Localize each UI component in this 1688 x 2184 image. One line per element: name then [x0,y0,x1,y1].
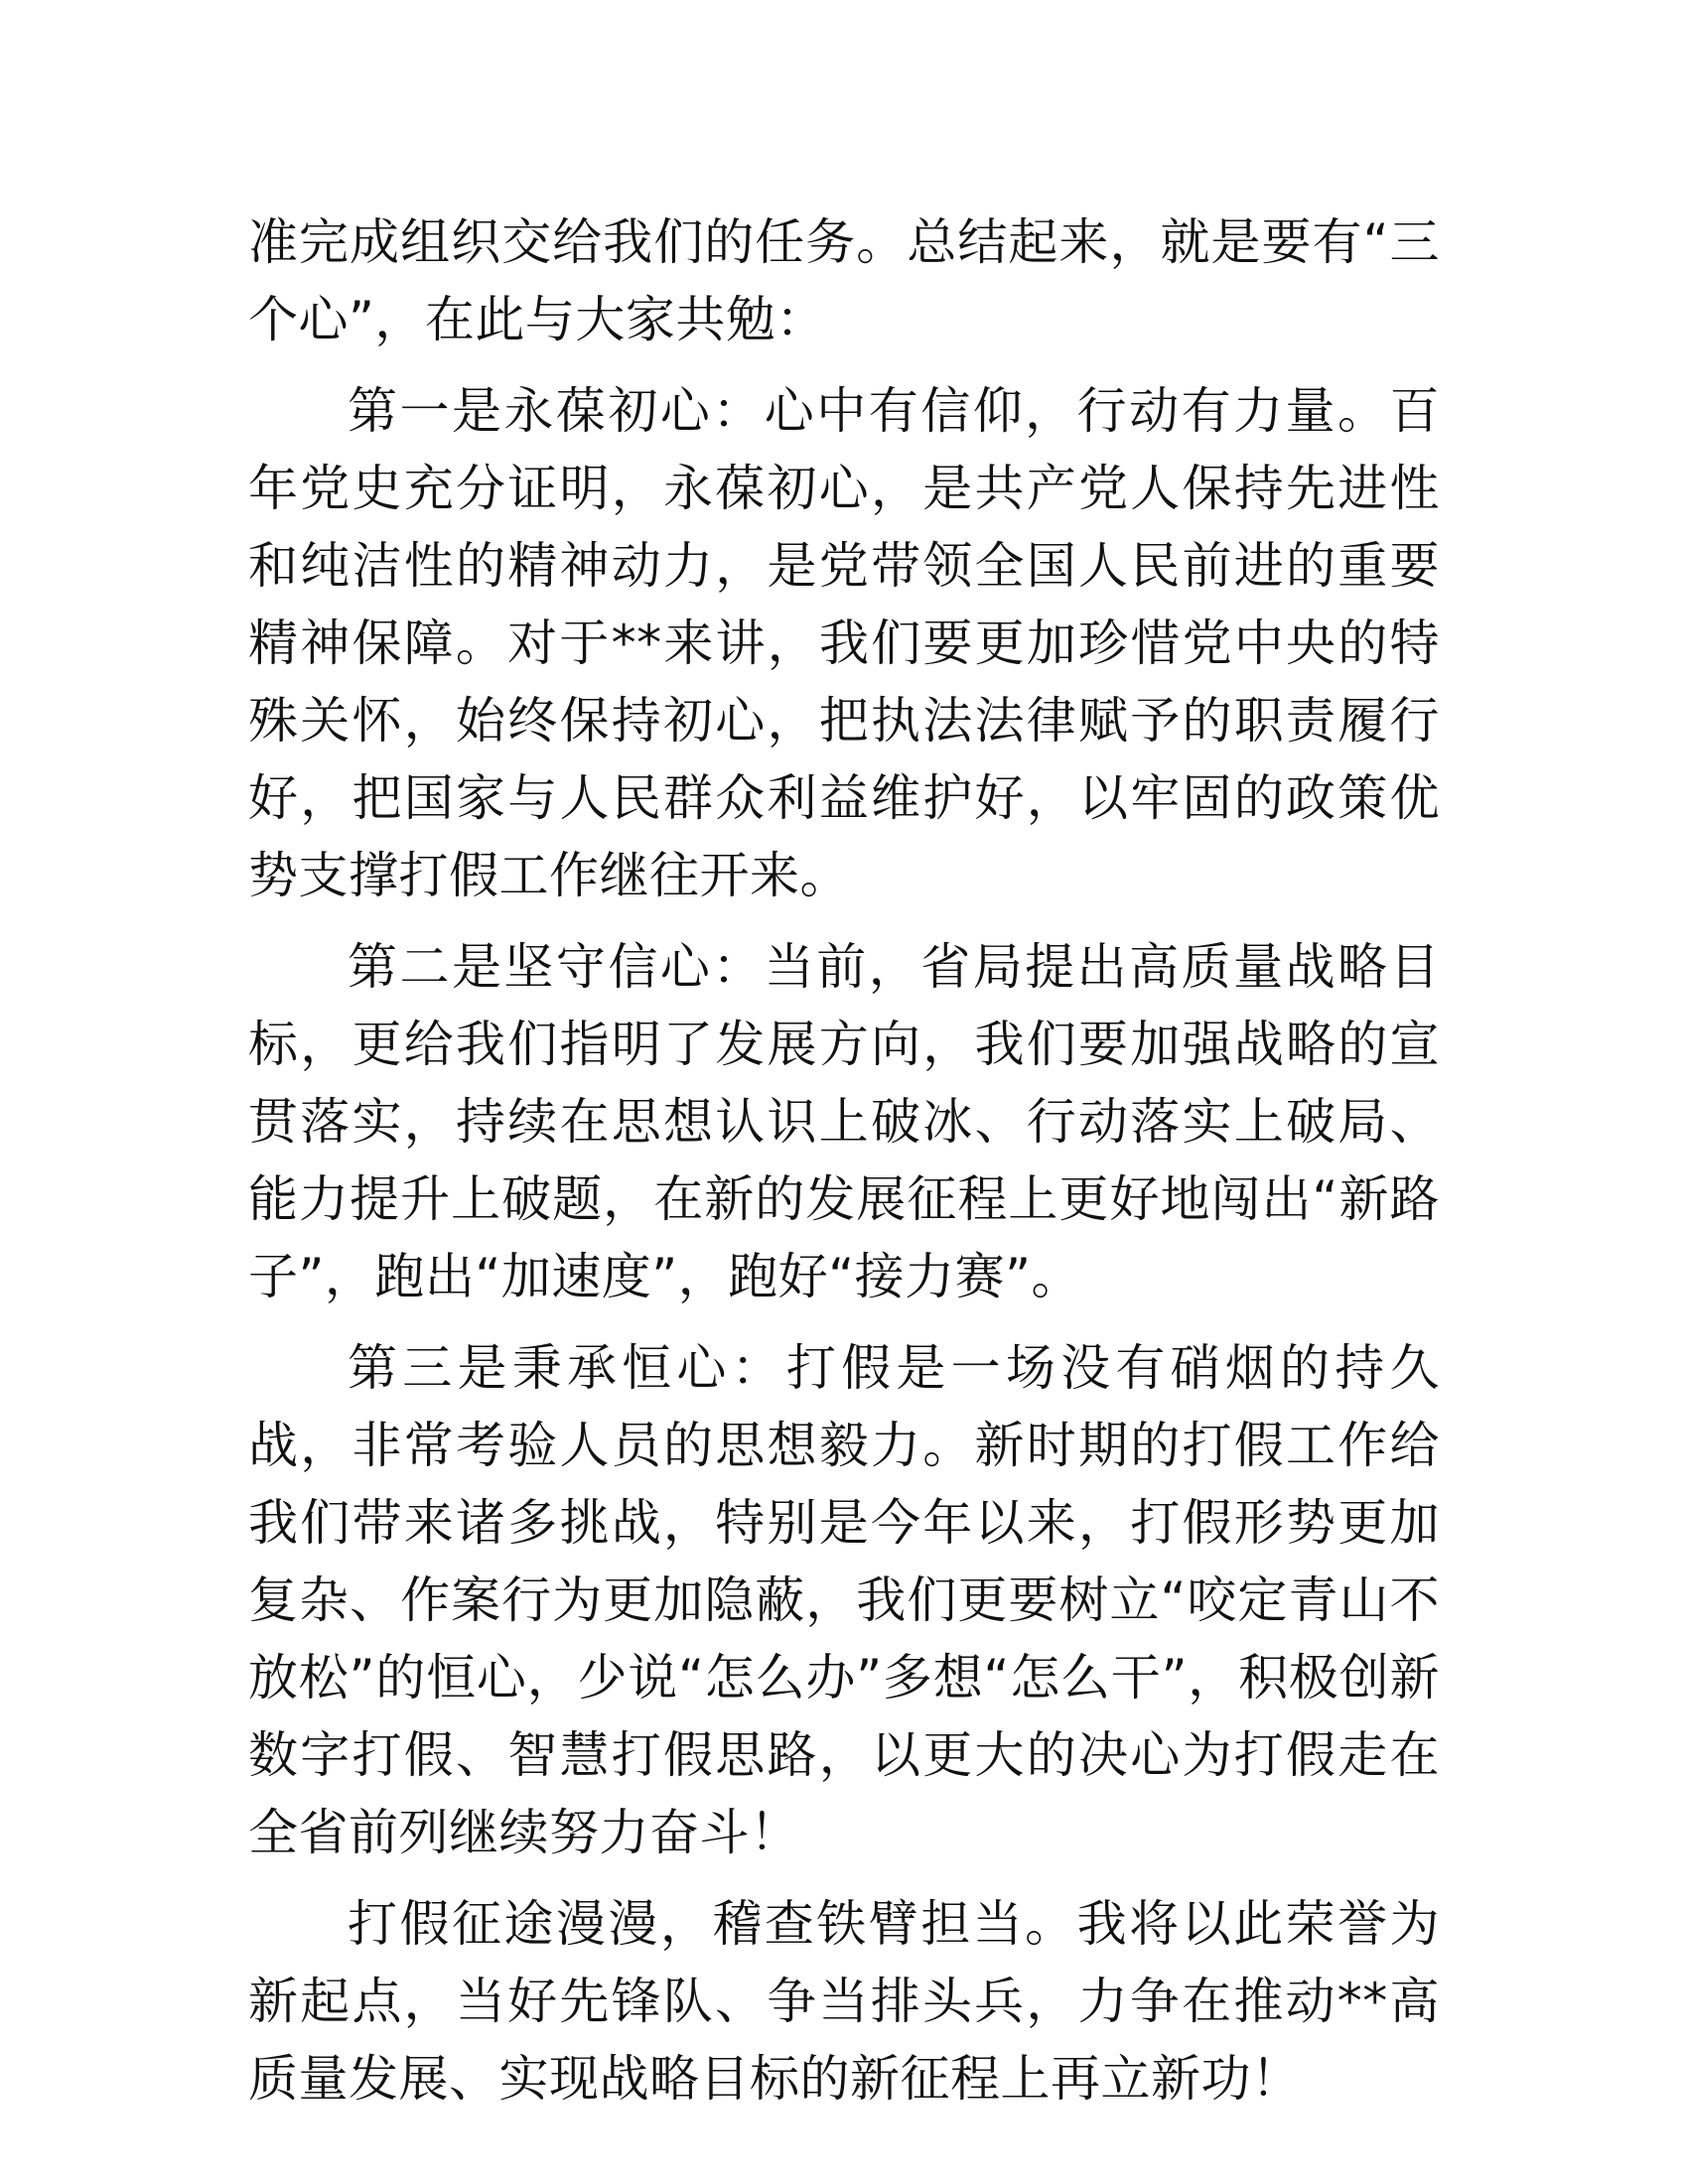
document-body [248,204,1440,2131]
paragraph-second-heart: 第二是坚守信心：当前，省局提出高质量战略目标，更给我们指明了发展方向，我们要加强战略的宣贯落实，持续在思想认识上破冰、行动落实上破局、能力提升上破题，在新的发展征程上更好地闯出“新路子”，跑出“加速度”，跑好“接力赛”。 [248,938,1440,1305]
paragraph-continuation: 准完成组织交给我们的任务。总结起来，就是要有“三个心”，在此与大家共勉： [248,213,1440,348]
paragraph-closing: 打假征途漫漫，稽查铁臂担当。我将以此荣誉为新起点，当好先锋队、争当排头兵，力争在推动**高质量发展、实现战略目标的新征程上再立新功！ [248,1895,1440,2108]
paragraph-third-heart: 第三是秉承恒心：打假是一场没有硝烟的持久战，非常考验人员的思想毅力。新时期的打假工作给我们带来诸多挑战，特别是今年以来，打假形势更加复杂、作案行为更加隐蔽，我们更要树立“咬定青山不放松”的恒心，少说“怎么办”多想“怎么干”，积极创新数字打假、智慧打假思路，以更大的决心为打假走在全省前列继续努力奋斗！ [248,1339,1441,1861]
paragraph-first-heart: 第一是永葆初心：心中有信仰，行动有力量。百年党史充分证明，永葆初心，是共产党人保持先进性和纯洁性的精神动力，是党带领全国人民前进的重要精神保障。对于**来讲，我们要更加珍惜党中央的特殊关怀，始终保持初心，把执法法律赋予的职责履行好，把国家与人民群众利益维护好，以牢固的政策优势支撑打假工作继往开来。 [248,382,1440,904]
